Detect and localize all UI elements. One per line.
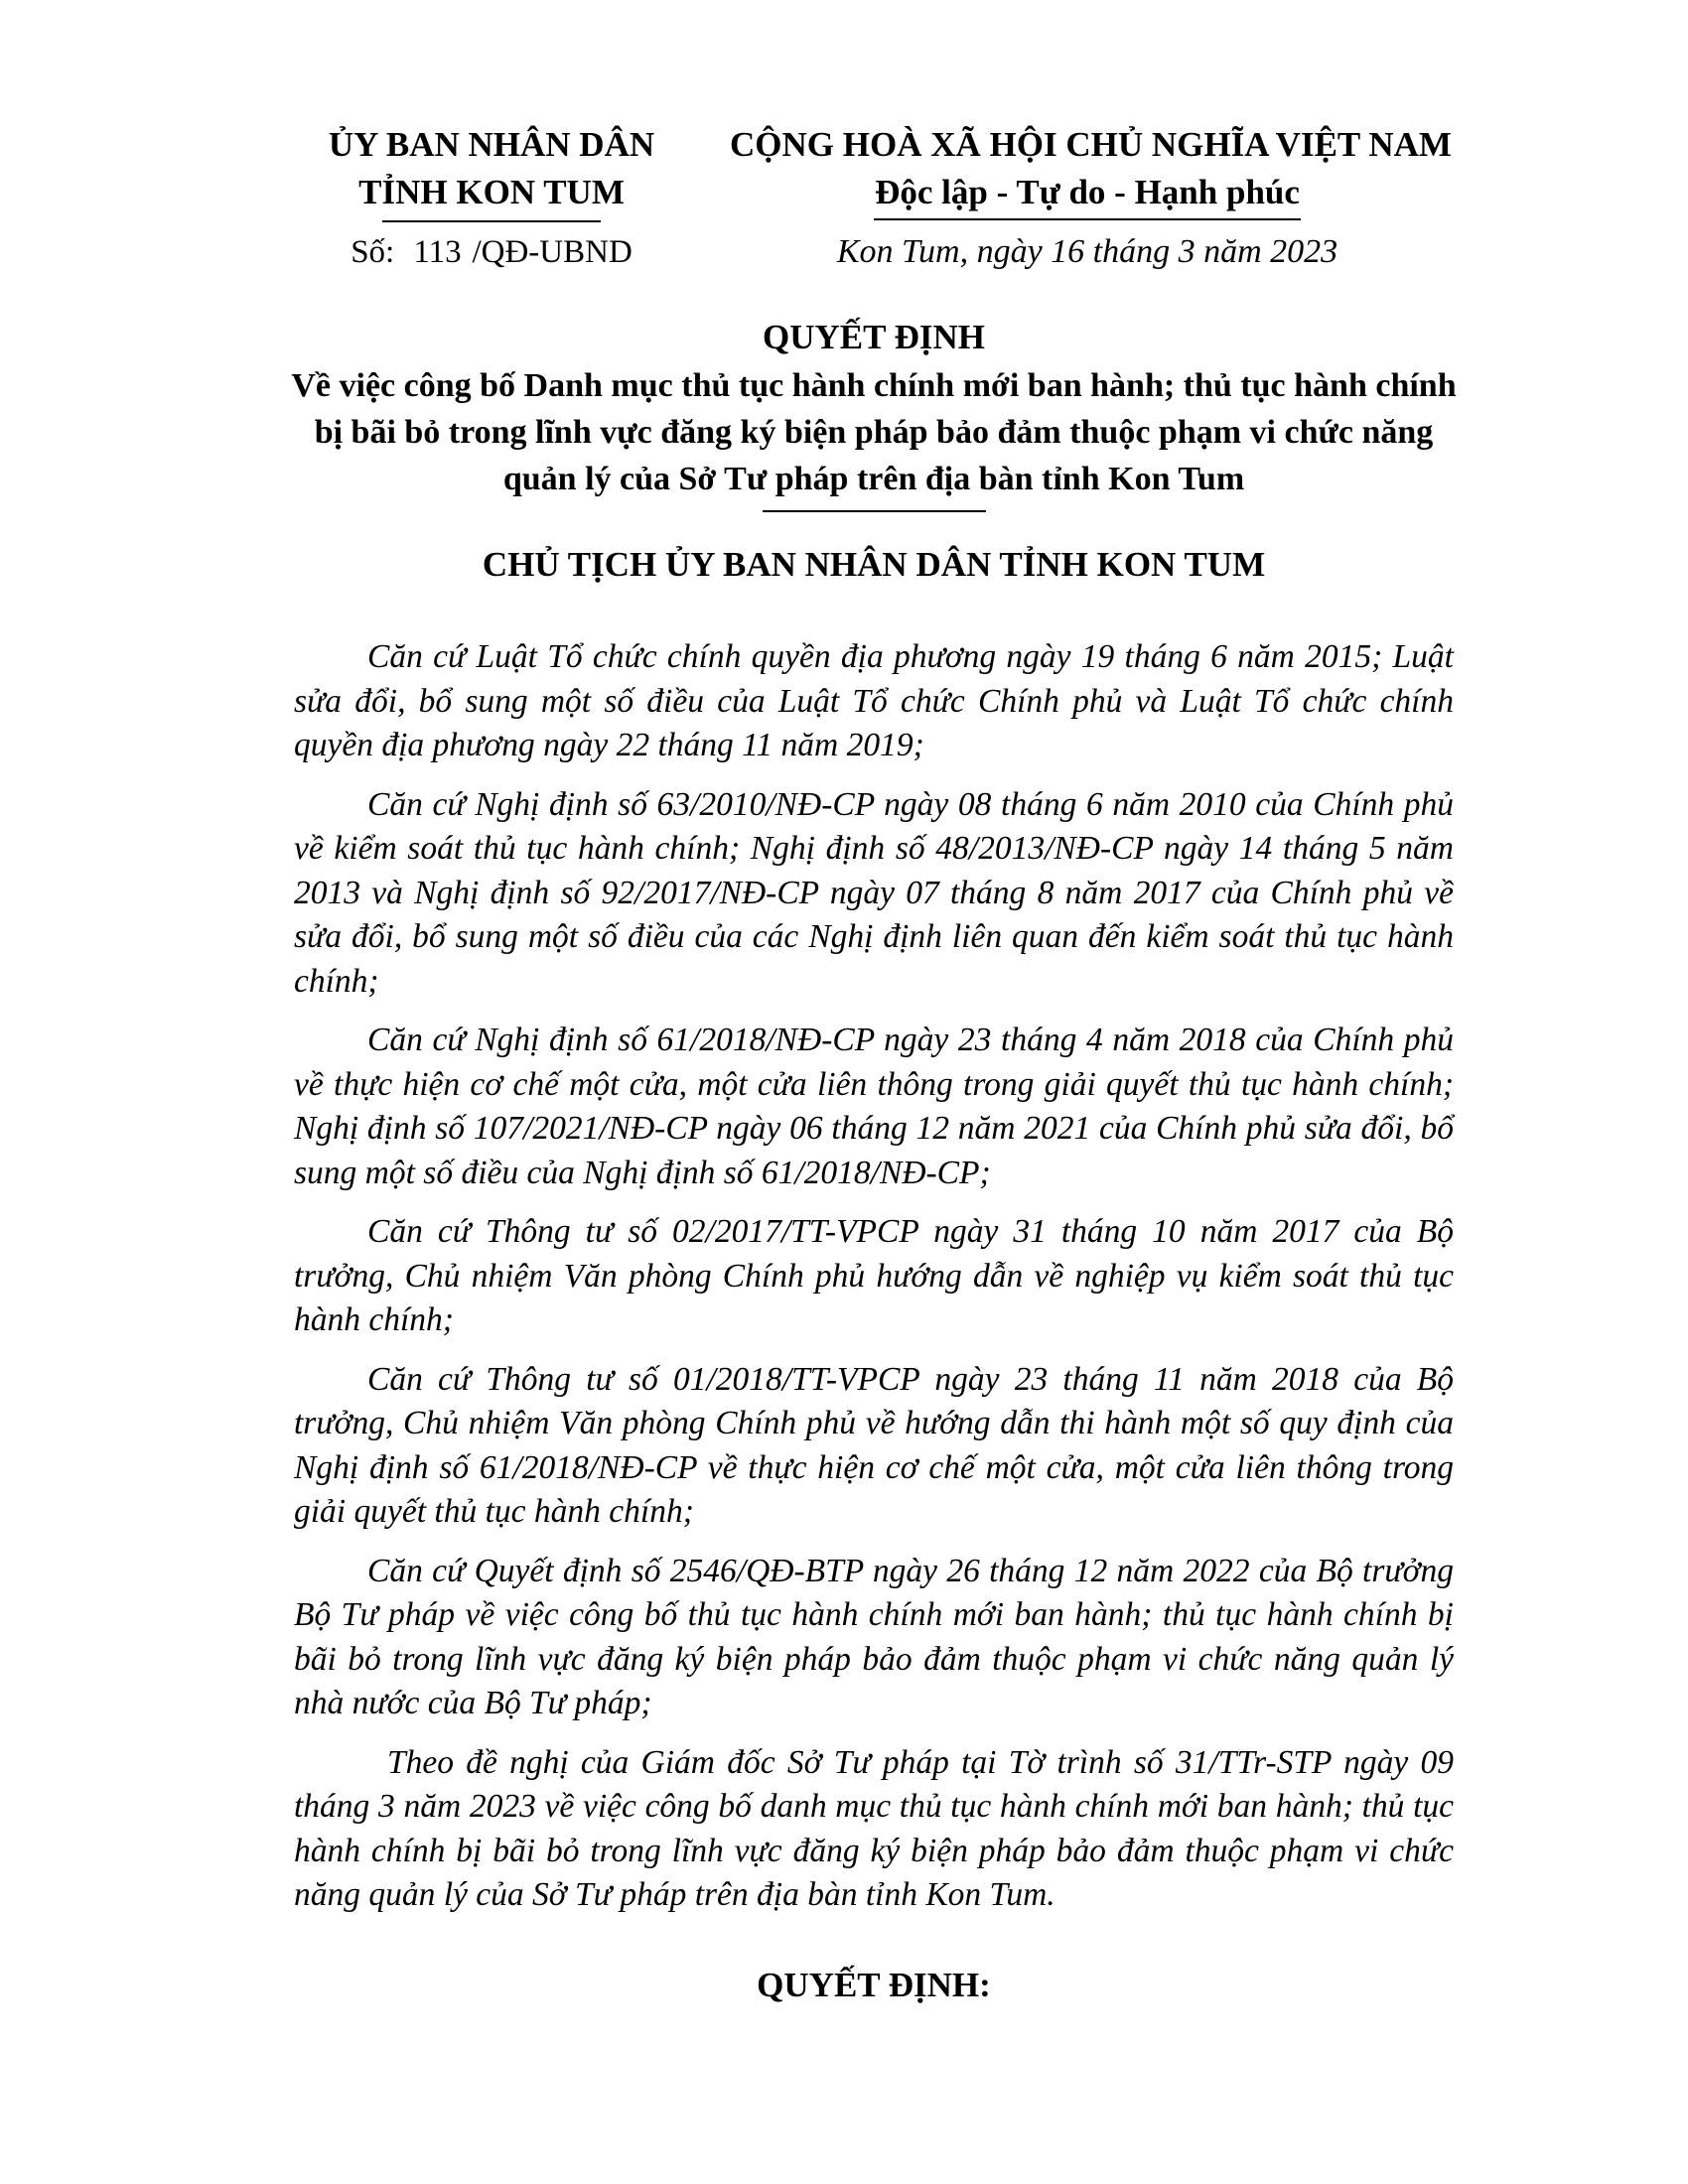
place-and-date: Kon Tum, ngày 16 tháng 3 năm 2023 xyxy=(836,233,1338,270)
national-title: CỘNG HOÀ XÃ HỘI CHỦ NGHĨA VIỆT NAM xyxy=(730,125,1452,164)
document-number-prefix: Số: xyxy=(351,234,395,270)
national-header xyxy=(730,121,1452,220)
document-number-suffix: /QĐ-UBND xyxy=(472,234,633,270)
preamble-paragraph: Căn cứ Nghị định số 61/2018/NĐ-CP ngày 23 tháng 4 năm 2018 của Chính phủ về thực hiện cơ chế một cửa, một cửa liên thông trong giải quyết thủ tục hành chính; Nghị định số 107/2021/NĐ-CP ngày 06 tháng 12 năm 2021 của Chính phủ sửa đổi, bổ sung một số điều của Nghị định số 61/2018/NĐ-CP; xyxy=(294,1022,1454,1191)
decision-heading: QUYẾT ĐỊNH: xyxy=(757,1966,991,2004)
issuing-authority-header xyxy=(298,121,685,222)
preamble-paragraph: Căn cứ Thông tư số 02/2017/TT-VPCP ngày 31 tháng 10 năm 2017 của Bộ trưởng, Chủ nhiệm Văn phòng Chính phủ hướng dẫn về nghiệp vụ kiểm soát thủ tục hành chính; xyxy=(294,1213,1454,1338)
document-title: QUYẾT ĐỊNH xyxy=(763,318,985,356)
preamble-paragraph: Căn cứ Quyết định số 2546/QĐ-BTP ngày 26 tháng 12 năm 2022 của Bộ trưởng Bộ Tư pháp về việc công bố thủ tục hành chính mới ban hành; thủ tục hành chính bị bãi bỏ trong lĩnh vực đăng ký biện pháp bảo đảm thuộc phạm vi chức năng quản lý nhà nước của Bộ Tư pháp; xyxy=(294,1552,1454,1721)
issuing-authority-underline xyxy=(382,220,601,222)
national-motto-underline xyxy=(874,218,1301,220)
title-block xyxy=(278,315,1470,512)
signing-authority-heading: CHỦ TỊCH ỦY BAN NHÂN DÂN TỈNH KON TUM xyxy=(482,545,1266,584)
preamble-paragraph: Căn cứ Luật Tổ chức chính quyền địa phương ngày 19 tháng 6 năm 2015; Luật sửa đổi, bổ sung một số điều của Luật Tổ chức Chính phủ và Luật Tổ chức chính quyền địa phương ngày 22 tháng 11 năm 2019; xyxy=(294,638,1454,763)
subject-underline xyxy=(763,510,986,512)
document-subject: Về việc công bố Danh mục thủ tục hành chính mới ban hành; thủ tục hành chính bị bãi bỏ trong lĩnh vực đăng ký biện pháp bảo đảm thuộc phạm vi chức năng quản lý của Sở Tư pháp trên địa bàn tỉnh Kon Tum xyxy=(291,367,1457,497)
preamble-paragraph: Căn cứ Nghị định số 63/2010/NĐ-CP ngày 08 tháng 6 năm 2010 của Chính phủ về kiểm soát thủ tục hành chính; Nghị định số 48/2013/NĐ-CP ngày 14 tháng 5 năm 2013 và Nghị định số 92/2017/NĐ-CP ngày 07 tháng 8 năm 2017 của Chính phủ về sửa đổi, bổ sung một số điều của các Nghị định liên quan đến kiểm soát thủ tục hành chính; xyxy=(294,785,1454,1000)
issuing-authority-line2: TỈNH KON TUM xyxy=(358,173,625,211)
national-motto: Độc lập - Tự do - Hạnh phúc xyxy=(875,173,1300,211)
document-number-value: 113 xyxy=(413,234,462,270)
issuing-authority-line1: ỦY BAN NHÂN DÂN xyxy=(328,125,655,164)
document-number xyxy=(298,230,685,274)
preamble-paragraph: Theo đề nghị của Giám đốc Sở Tư pháp tại Tờ trình số 31/TTr-STP ngày 09 tháng 3 năm 2023 về việc công bố danh mục thủ tục hành chính mới ban hành; thủ tục hành chính bị bãi bỏ trong lĩnh vực đăng ký biện pháp bảo đảm thuộc phạm vi chức năng quản lý của Sở Tư pháp trên địa bàn tỉnh Kon Tum. xyxy=(294,1743,1454,1913)
preamble-paragraph: Căn cứ Thông tư số 01/2018/TT-VPCP ngày 23 tháng 11 năm 2018 của Bộ trưởng, Chủ nhiệm Văn phòng Chính phủ về hướng dẫn thi hành một số quy định của Nghị định số 61/2018/NĐ-CP về thực hiện cơ chế một cửa, một cửa liên thông trong giải quyết thủ tục hành chính; xyxy=(294,1360,1454,1530)
preamble xyxy=(294,635,1454,1933)
